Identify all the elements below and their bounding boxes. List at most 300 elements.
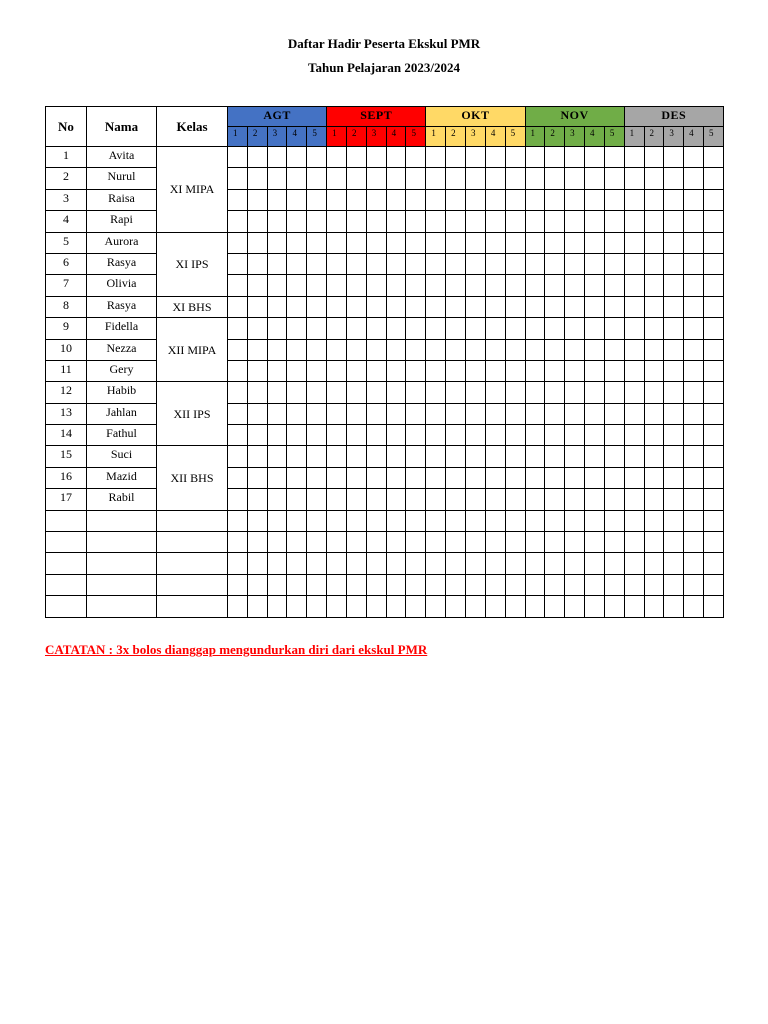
attendance-cell[interactable] [307,168,327,189]
attendance-cell[interactable] [366,296,386,317]
attendance-cell[interactable] [346,532,366,553]
attendance-cell[interactable] [446,253,466,274]
attendance-cell[interactable] [545,211,565,232]
attendance-cell[interactable] [465,189,485,210]
attendance-cell[interactable] [307,211,327,232]
attendance-cell[interactable] [604,596,624,617]
attendance-cell[interactable] [287,189,307,210]
attendance-cell[interactable] [684,318,704,339]
attendance-cell[interactable] [664,467,684,488]
attendance-cell[interactable] [584,425,604,446]
attendance-cell[interactable] [525,318,545,339]
attendance-cell[interactable] [485,574,505,595]
attendance-cell[interactable] [267,275,287,296]
attendance-cell[interactable] [684,489,704,510]
attendance-cell[interactable] [584,382,604,403]
attendance-cell[interactable] [545,532,565,553]
attendance-cell[interactable] [228,147,248,168]
attendance-cell[interactable] [307,339,327,360]
attendance-cell[interactable] [565,489,585,510]
attendance-cell[interactable] [386,403,406,424]
attendance-cell[interactable] [604,189,624,210]
attendance-cell[interactable] [525,189,545,210]
attendance-cell[interactable] [485,446,505,467]
attendance-cell[interactable] [485,510,505,531]
attendance-cell[interactable] [545,318,565,339]
attendance-cell[interactable] [228,275,248,296]
attendance-cell[interactable] [505,296,525,317]
attendance-cell[interactable] [406,253,426,274]
attendance-cell[interactable] [485,168,505,189]
attendance-cell[interactable] [346,339,366,360]
attendance-cell[interactable] [565,211,585,232]
attendance-cell[interactable] [327,296,347,317]
attendance-cell[interactable] [703,339,723,360]
attendance-cell[interactable] [505,211,525,232]
attendance-cell[interactable] [703,403,723,424]
attendance-cell[interactable] [267,189,287,210]
attendance-cell[interactable] [346,425,366,446]
attendance-cell[interactable] [465,275,485,296]
attendance-cell[interactable] [307,553,327,574]
attendance-cell[interactable] [228,596,248,617]
attendance-cell[interactable] [565,168,585,189]
attendance-cell[interactable] [505,510,525,531]
attendance-cell[interactable] [584,510,604,531]
attendance-cell[interactable] [644,489,664,510]
attendance-cell[interactable] [327,253,347,274]
attendance-cell[interactable] [228,574,248,595]
attendance-cell[interactable] [406,318,426,339]
attendance-cell[interactable] [485,382,505,403]
attendance-cell[interactable] [644,275,664,296]
attendance-cell[interactable] [446,510,466,531]
attendance-cell[interactable] [327,446,347,467]
attendance-cell[interactable] [228,446,248,467]
attendance-cell[interactable] [644,253,664,274]
attendance-cell[interactable] [684,510,704,531]
attendance-cell[interactable] [624,467,644,488]
attendance-cell[interactable] [327,168,347,189]
attendance-cell[interactable] [644,168,664,189]
attendance-cell[interactable] [703,232,723,253]
attendance-cell[interactable] [545,275,565,296]
attendance-cell[interactable] [228,296,248,317]
attendance-cell[interactable] [366,510,386,531]
attendance-cell[interactable] [644,211,664,232]
attendance-cell[interactable] [485,318,505,339]
attendance-cell[interactable] [485,211,505,232]
attendance-cell[interactable] [426,296,446,317]
attendance-cell[interactable] [386,147,406,168]
attendance-cell[interactable] [703,425,723,446]
attendance-cell[interactable] [327,467,347,488]
attendance-cell[interactable] [525,296,545,317]
attendance-cell[interactable] [346,211,366,232]
attendance-cell[interactable] [426,275,446,296]
attendance-cell[interactable] [267,596,287,617]
attendance-cell[interactable] [386,553,406,574]
attendance-cell[interactable] [267,425,287,446]
attendance-cell[interactable] [287,318,307,339]
attendance-cell[interactable] [228,532,248,553]
attendance-cell[interactable] [465,596,485,617]
attendance-cell[interactable] [644,147,664,168]
attendance-cell[interactable] [426,318,446,339]
attendance-cell[interactable] [703,596,723,617]
attendance-cell[interactable] [446,296,466,317]
attendance-cell[interactable] [366,253,386,274]
attendance-cell[interactable] [644,532,664,553]
attendance-cell[interactable] [327,574,347,595]
attendance-cell[interactable] [346,168,366,189]
attendance-cell[interactable] [247,147,267,168]
attendance-cell[interactable] [505,553,525,574]
attendance-cell[interactable] [584,275,604,296]
attendance-cell[interactable] [624,510,644,531]
attendance-cell[interactable] [366,425,386,446]
attendance-cell[interactable] [346,147,366,168]
attendance-cell[interactable] [684,232,704,253]
attendance-cell[interactable] [624,232,644,253]
attendance-cell[interactable] [485,296,505,317]
attendance-cell[interactable] [664,318,684,339]
attendance-cell[interactable] [287,596,307,617]
attendance-cell[interactable] [386,189,406,210]
attendance-cell[interactable] [684,275,704,296]
attendance-cell[interactable] [228,211,248,232]
attendance-cell[interactable] [644,553,664,574]
attendance-cell[interactable] [664,446,684,467]
attendance-cell[interactable] [525,147,545,168]
attendance-cell[interactable] [247,553,267,574]
attendance-cell[interactable] [287,232,307,253]
attendance-cell[interactable] [446,446,466,467]
attendance-cell[interactable] [604,425,624,446]
attendance-cell[interactable] [346,467,366,488]
attendance-cell[interactable] [604,275,624,296]
attendance-cell[interactable] [584,147,604,168]
attendance-cell[interactable] [485,489,505,510]
attendance-cell[interactable] [684,382,704,403]
attendance-cell[interactable] [228,339,248,360]
attendance-cell[interactable] [287,553,307,574]
attendance-cell[interactable] [327,425,347,446]
attendance-cell[interactable] [584,360,604,381]
attendance-cell[interactable] [446,425,466,446]
attendance-cell[interactable] [664,532,684,553]
attendance-cell[interactable] [703,253,723,274]
attendance-cell[interactable] [228,232,248,253]
attendance-cell[interactable] [366,232,386,253]
attendance-cell[interactable] [584,553,604,574]
attendance-cell[interactable] [327,211,347,232]
attendance-cell[interactable] [426,510,446,531]
attendance-cell[interactable] [545,147,565,168]
attendance-cell[interactable] [287,339,307,360]
attendance-cell[interactable] [267,532,287,553]
attendance-cell[interactable] [267,360,287,381]
attendance-cell[interactable] [565,147,585,168]
attendance-cell[interactable] [684,253,704,274]
attendance-cell[interactable] [267,318,287,339]
attendance-cell[interactable] [525,446,545,467]
attendance-cell[interactable] [604,553,624,574]
attendance-cell[interactable] [307,382,327,403]
attendance-cell[interactable] [505,596,525,617]
attendance-cell[interactable] [644,510,664,531]
attendance-cell[interactable] [307,489,327,510]
attendance-cell[interactable] [604,510,624,531]
attendance-cell[interactable] [446,147,466,168]
attendance-cell[interactable] [366,553,386,574]
attendance-cell[interactable] [703,147,723,168]
attendance-cell[interactable] [644,403,664,424]
attendance-cell[interactable] [684,147,704,168]
attendance-cell[interactable] [604,296,624,317]
attendance-cell[interactable] [604,339,624,360]
attendance-cell[interactable] [406,211,426,232]
attendance-cell[interactable] [703,489,723,510]
attendance-cell[interactable] [267,467,287,488]
attendance-cell[interactable] [287,296,307,317]
attendance-cell[interactable] [565,275,585,296]
attendance-cell[interactable] [525,425,545,446]
attendance-cell[interactable] [505,147,525,168]
attendance-cell[interactable] [525,339,545,360]
attendance-cell[interactable] [287,467,307,488]
attendance-cell[interactable] [684,596,704,617]
attendance-cell[interactable] [346,275,366,296]
attendance-cell[interactable] [604,168,624,189]
attendance-cell[interactable] [703,168,723,189]
attendance-cell[interactable] [287,510,307,531]
attendance-cell[interactable] [406,147,426,168]
attendance-cell[interactable] [604,574,624,595]
attendance-cell[interactable] [525,553,545,574]
attendance-cell[interactable] [346,403,366,424]
attendance-cell[interactable] [485,596,505,617]
attendance-cell[interactable] [664,382,684,403]
attendance-cell[interactable] [366,446,386,467]
attendance-cell[interactable] [584,211,604,232]
attendance-cell[interactable] [525,168,545,189]
attendance-cell[interactable] [545,489,565,510]
attendance-cell[interactable] [426,339,446,360]
attendance-cell[interactable] [426,211,446,232]
attendance-cell[interactable] [565,596,585,617]
attendance-cell[interactable] [426,253,446,274]
attendance-cell[interactable] [426,596,446,617]
attendance-cell[interactable] [465,446,485,467]
attendance-cell[interactable] [684,168,704,189]
attendance-cell[interactable] [565,574,585,595]
attendance-cell[interactable] [287,403,307,424]
attendance-cell[interactable] [307,147,327,168]
attendance-cell[interactable] [386,425,406,446]
attendance-cell[interactable] [406,339,426,360]
attendance-cell[interactable] [644,232,664,253]
attendance-cell[interactable] [228,467,248,488]
attendance-cell[interactable] [624,147,644,168]
attendance-cell[interactable] [584,446,604,467]
attendance-cell[interactable] [287,532,307,553]
attendance-cell[interactable] [386,232,406,253]
attendance-cell[interactable] [327,360,347,381]
attendance-cell[interactable] [545,232,565,253]
attendance-cell[interactable] [584,596,604,617]
attendance-cell[interactable] [287,425,307,446]
attendance-cell[interactable] [446,382,466,403]
attendance-cell[interactable] [505,275,525,296]
attendance-cell[interactable] [366,360,386,381]
attendance-cell[interactable] [545,574,565,595]
attendance-cell[interactable] [545,510,565,531]
attendance-cell[interactable] [287,211,307,232]
attendance-cell[interactable] [366,574,386,595]
attendance-cell[interactable] [386,360,406,381]
attendance-cell[interactable] [664,168,684,189]
attendance-cell[interactable] [644,382,664,403]
attendance-cell[interactable] [624,296,644,317]
attendance-cell[interactable] [327,489,347,510]
attendance-cell[interactable] [426,446,446,467]
attendance-cell[interactable] [426,574,446,595]
attendance-cell[interactable] [346,446,366,467]
attendance-cell[interactable] [505,253,525,274]
attendance-cell[interactable] [485,189,505,210]
attendance-cell[interactable] [644,189,664,210]
attendance-cell[interactable] [485,232,505,253]
attendance-cell[interactable] [406,403,426,424]
attendance-cell[interactable] [485,403,505,424]
attendance-cell[interactable] [505,446,525,467]
attendance-cell[interactable] [446,275,466,296]
attendance-cell[interactable] [584,339,604,360]
attendance-cell[interactable] [485,275,505,296]
attendance-cell[interactable] [386,467,406,488]
attendance-cell[interactable] [604,403,624,424]
attendance-cell[interactable] [446,553,466,574]
attendance-cell[interactable] [703,446,723,467]
attendance-cell[interactable] [624,532,644,553]
attendance-cell[interactable] [505,168,525,189]
attendance-cell[interactable] [604,360,624,381]
attendance-cell[interactable] [465,574,485,595]
attendance-cell[interactable] [485,425,505,446]
attendance-cell[interactable] [684,446,704,467]
attendance-cell[interactable] [604,446,624,467]
attendance-cell[interactable] [703,553,723,574]
attendance-cell[interactable] [485,467,505,488]
attendance-cell[interactable] [525,253,545,274]
attendance-cell[interactable] [505,467,525,488]
attendance-cell[interactable] [703,318,723,339]
attendance-cell[interactable] [346,360,366,381]
attendance-cell[interactable] [386,382,406,403]
attendance-cell[interactable] [664,232,684,253]
attendance-cell[interactable] [644,360,664,381]
attendance-cell[interactable] [565,403,585,424]
attendance-cell[interactable] [525,532,545,553]
attendance-cell[interactable] [465,147,485,168]
attendance-cell[interactable] [664,574,684,595]
attendance-cell[interactable] [228,318,248,339]
attendance-cell[interactable] [406,232,426,253]
attendance-cell[interactable] [267,574,287,595]
attendance-cell[interactable] [624,425,644,446]
attendance-cell[interactable] [327,596,347,617]
attendance-cell[interactable] [684,425,704,446]
attendance-cell[interactable] [307,467,327,488]
attendance-cell[interactable] [267,339,287,360]
attendance-cell[interactable] [465,211,485,232]
attendance-cell[interactable] [664,189,684,210]
attendance-cell[interactable] [426,189,446,210]
attendance-cell[interactable] [307,253,327,274]
attendance-cell[interactable] [346,318,366,339]
attendance-cell[interactable] [287,382,307,403]
attendance-cell[interactable] [465,296,485,317]
attendance-cell[interactable] [327,532,347,553]
attendance-cell[interactable] [565,425,585,446]
attendance-cell[interactable] [703,467,723,488]
attendance-cell[interactable] [644,596,664,617]
attendance-cell[interactable] [584,296,604,317]
attendance-cell[interactable] [307,296,327,317]
attendance-cell[interactable] [505,360,525,381]
attendance-cell[interactable] [386,446,406,467]
attendance-cell[interactable] [267,553,287,574]
attendance-cell[interactable] [545,339,565,360]
attendance-cell[interactable] [366,532,386,553]
attendance-cell[interactable] [624,253,644,274]
attendance-cell[interactable] [366,211,386,232]
attendance-cell[interactable] [505,382,525,403]
attendance-cell[interactable] [386,253,406,274]
attendance-cell[interactable] [565,253,585,274]
attendance-cell[interactable] [644,446,664,467]
attendance-cell[interactable] [446,232,466,253]
attendance-cell[interactable] [346,253,366,274]
attendance-cell[interactable] [386,168,406,189]
attendance-cell[interactable] [664,253,684,274]
attendance-cell[interactable] [565,382,585,403]
attendance-cell[interactable] [465,339,485,360]
attendance-cell[interactable] [426,425,446,446]
attendance-cell[interactable] [446,318,466,339]
attendance-cell[interactable] [287,147,307,168]
attendance-cell[interactable] [684,532,704,553]
attendance-cell[interactable] [228,425,248,446]
attendance-cell[interactable] [565,232,585,253]
attendance-cell[interactable] [346,382,366,403]
attendance-cell[interactable] [366,382,386,403]
attendance-cell[interactable] [465,232,485,253]
attendance-cell[interactable] [426,232,446,253]
attendance-cell[interactable] [228,168,248,189]
attendance-cell[interactable] [465,168,485,189]
attendance-cell[interactable] [505,318,525,339]
attendance-cell[interactable] [525,382,545,403]
attendance-cell[interactable] [565,553,585,574]
attendance-cell[interactable] [664,296,684,317]
attendance-cell[interactable] [505,532,525,553]
attendance-cell[interactable] [327,510,347,531]
attendance-cell[interactable] [406,553,426,574]
attendance-cell[interactable] [446,489,466,510]
attendance-cell[interactable] [545,360,565,381]
